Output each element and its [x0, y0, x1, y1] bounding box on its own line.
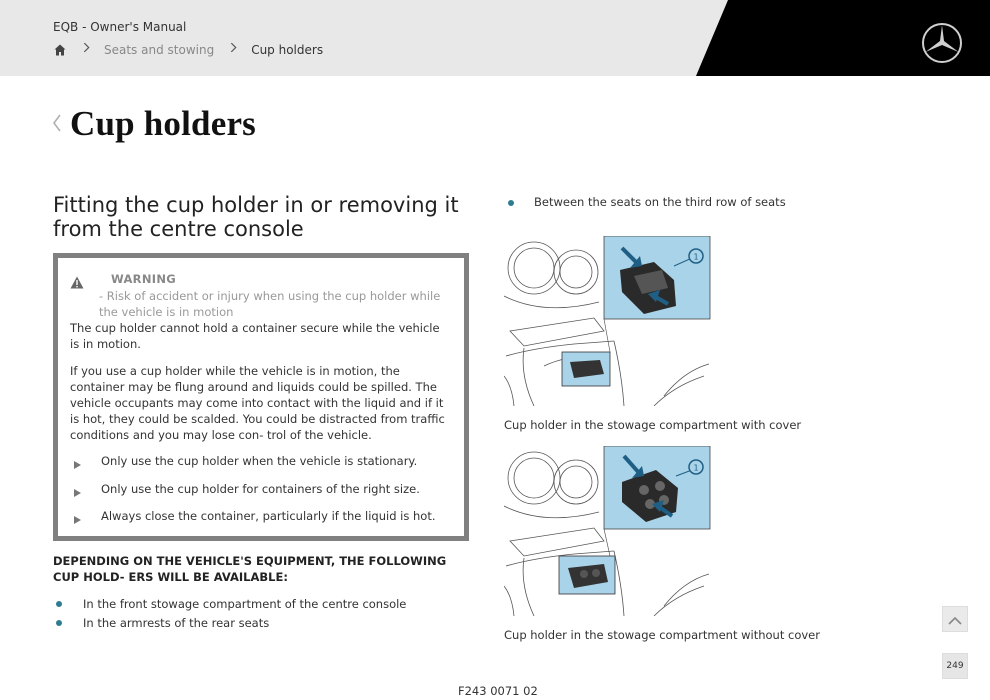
breadcrumb	[53, 42, 323, 57]
action-item	[74, 481, 454, 509]
cup-holder-figure-without-cover	[504, 446, 712, 616]
triangle-right-icon	[74, 512, 81, 520]
figure-code: F243 0071 02	[458, 684, 538, 698]
manual-title: EQB - Owner's Manual	[53, 20, 187, 34]
list-item	[56, 616, 406, 635]
action-item	[74, 453, 454, 481]
action-item	[74, 508, 454, 536]
mercedes-star-logo[interactable]	[920, 21, 964, 65]
list-item-text: In the armrests of the rear seats	[83, 616, 270, 630]
callout-number: 1	[693, 252, 699, 262]
callout-number: 1	[693, 463, 699, 473]
breadcrumb-cup-holders[interactable]: Cup holders	[251, 42, 324, 57]
warning-paragraph: If you use a cup holder while the vehicle is in motion, the container may be flung around and liquids could be spilled. The vehicle occupants may come into contact with the liquid and if it is hot, they could be scalded. You could be distracted from traffic conditions and you may lose con- trol of the vehicle.	[70, 364, 445, 442]
action-text: Only use the cup holder for containers of the right size.	[101, 481, 420, 496]
header-black-panel	[0, 0, 990, 76]
bullet-dot	[56, 601, 62, 607]
home-icon[interactable]	[53, 43, 67, 57]
action-text: Always close the container, particularly if the liquid is hot.	[101, 509, 436, 523]
list-item-text: In the front stowage compartment of the centre console	[83, 597, 407, 611]
list-item	[508, 195, 786, 209]
list-item-text: Between the seats on the third row of seats	[534, 195, 786, 209]
figure-caption: Cup holder in the stowage compartment without cover	[504, 628, 820, 642]
chevron-left-icon[interactable]	[52, 110, 62, 138]
action-text: Only use the cup holder when the vehicle is stationary.	[101, 454, 418, 468]
warning-paragraph: The cup holder cannot hold a container secure while the vehicle is in motion.	[70, 321, 440, 351]
equipment-heading: DEPENDING ON THE VEHICLE'S EQUIPMENT, THE FOLLOWING CUP HOLD- ERS WILL BE AVAILABLE:	[53, 554, 447, 584]
cup-holder-figure-with-cover	[504, 236, 712, 406]
chevron-up-icon	[948, 610, 962, 629]
bullet-dot	[56, 620, 62, 626]
triangle-right-icon	[74, 457, 81, 465]
action-list	[74, 453, 454, 536]
triangle-right-icon	[74, 485, 81, 493]
scroll-to-top-button[interactable]	[942, 606, 968, 632]
chevron-right-icon	[83, 42, 90, 57]
chevron-right-icon	[230, 42, 237, 57]
page-number-badge[interactable]: 249	[942, 653, 968, 679]
breadcrumb-seats-and-stowing[interactable]: Seats and stowing	[104, 42, 215, 57]
page-title: Cup holders	[70, 104, 257, 143]
figure-caption: Cup holder in the stowage compartment with cover	[504, 418, 802, 432]
bullet-dot	[508, 200, 514, 206]
section-heading: Fitting the cup holder in or removing it from the centre console	[53, 193, 459, 241]
warning-triangle-icon	[70, 274, 84, 287]
list-item	[56, 597, 406, 616]
warning-label: WARNING	[111, 272, 176, 286]
warning-box	[53, 253, 469, 541]
warning-subtitle: - Risk of accident or injury when using the cup holder while the vehicle is in motion	[99, 289, 441, 319]
location-list	[56, 597, 406, 635]
page-title-row	[52, 104, 256, 144]
